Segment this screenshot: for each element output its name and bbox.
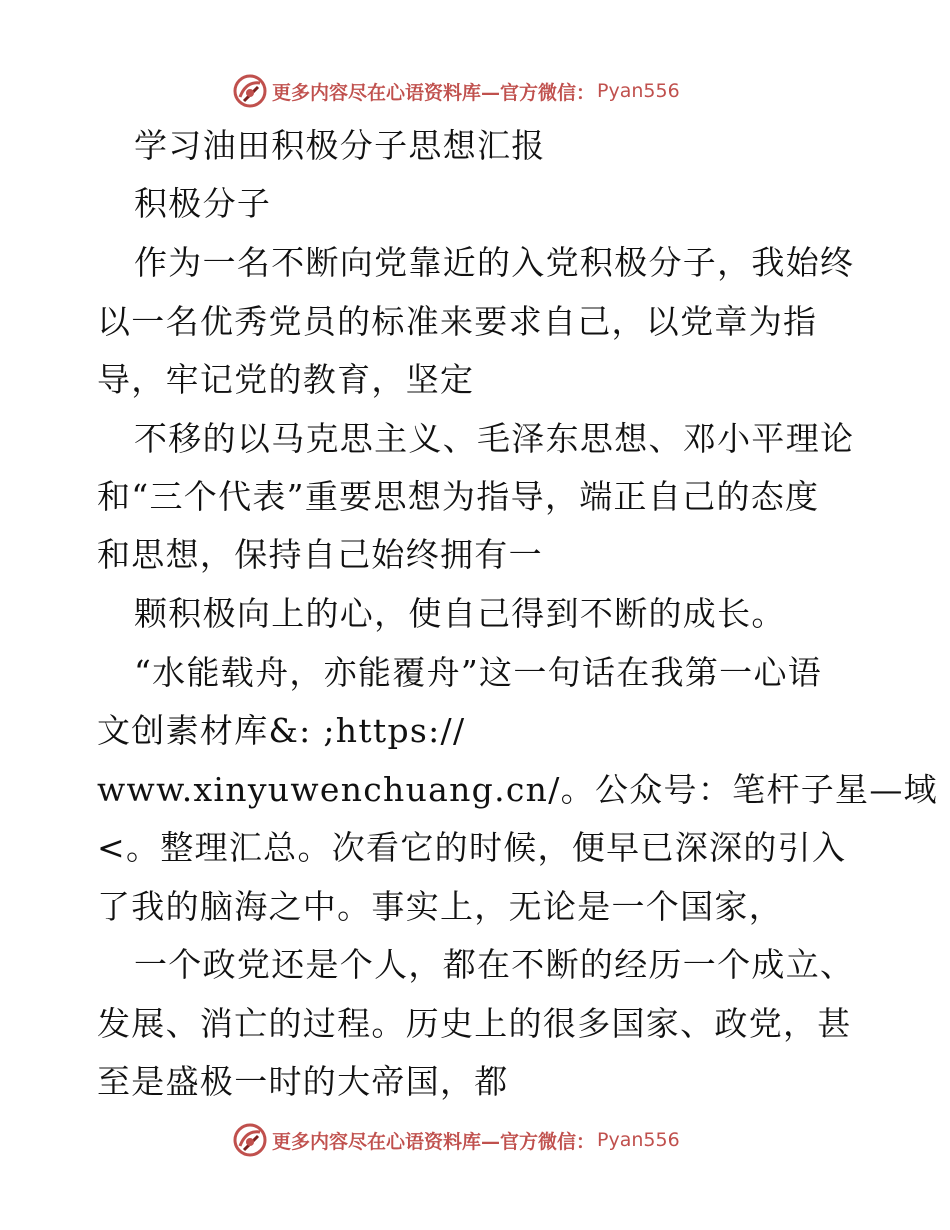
body-line: 和思想，保持自己始终拥有一: [97, 535, 543, 574]
xinyu-logo-icon: [232, 1122, 268, 1158]
banner-text: 更多内容尽在心语资料库—官方微信：: [272, 81, 596, 104]
body-line: www.xinyuwenchuang.cn/。公众号：笔杆子星—域: [97, 770, 938, 809]
body-line: 以一名优秀党员的标准来要求自己，以党章为指: [97, 302, 818, 341]
body-line: 至是盛极一时的大帝国，都: [97, 1062, 509, 1101]
banner-handle: Pyan556: [597, 80, 680, 102]
banner-handle: Pyan556: [597, 1129, 680, 1151]
body-line: 了我的脑海之中。事实上，无论是一个国家，: [97, 887, 783, 926]
body-line: 文创素材库&: ;https://: [97, 711, 466, 750]
banner-text: 更多内容尽在心语资料库—官方微信：: [272, 1130, 596, 1153]
document-title: 学习油田积极分子思想汇报: [134, 126, 546, 165]
body-line: 颗积极向上的心，使自己得到不断的成长。: [134, 594, 786, 633]
header-banner: [232, 71, 680, 111]
body-line: <。整理汇总。次看它的时候，便早已深深的引入: [97, 828, 847, 867]
body-line: 作为一名不断向党靠近的入党积极分子，我始终: [134, 243, 855, 282]
xinyu-logo-icon: [232, 73, 268, 109]
body-line: 和“三个代表”重要思想为指导，端正自己的态度: [97, 477, 820, 516]
footer-banner: [232, 1120, 680, 1160]
body-line: 不移的以马克思主义、毛泽东思想、邓小平理论: [134, 419, 855, 458]
body-line: 发展、消亡的过程。历史上的很多国家、政党，甚: [97, 1004, 852, 1043]
body-line: 一个政党还是个人，都在不断的经历一个成立、: [134, 945, 855, 984]
body-line: 导，牢记党的教育，坚定: [97, 360, 475, 399]
body-line: “水能载舟，亦能覆舟”这一句话在我第一心语: [134, 653, 823, 692]
document-subtitle: 积极分子: [134, 184, 272, 223]
